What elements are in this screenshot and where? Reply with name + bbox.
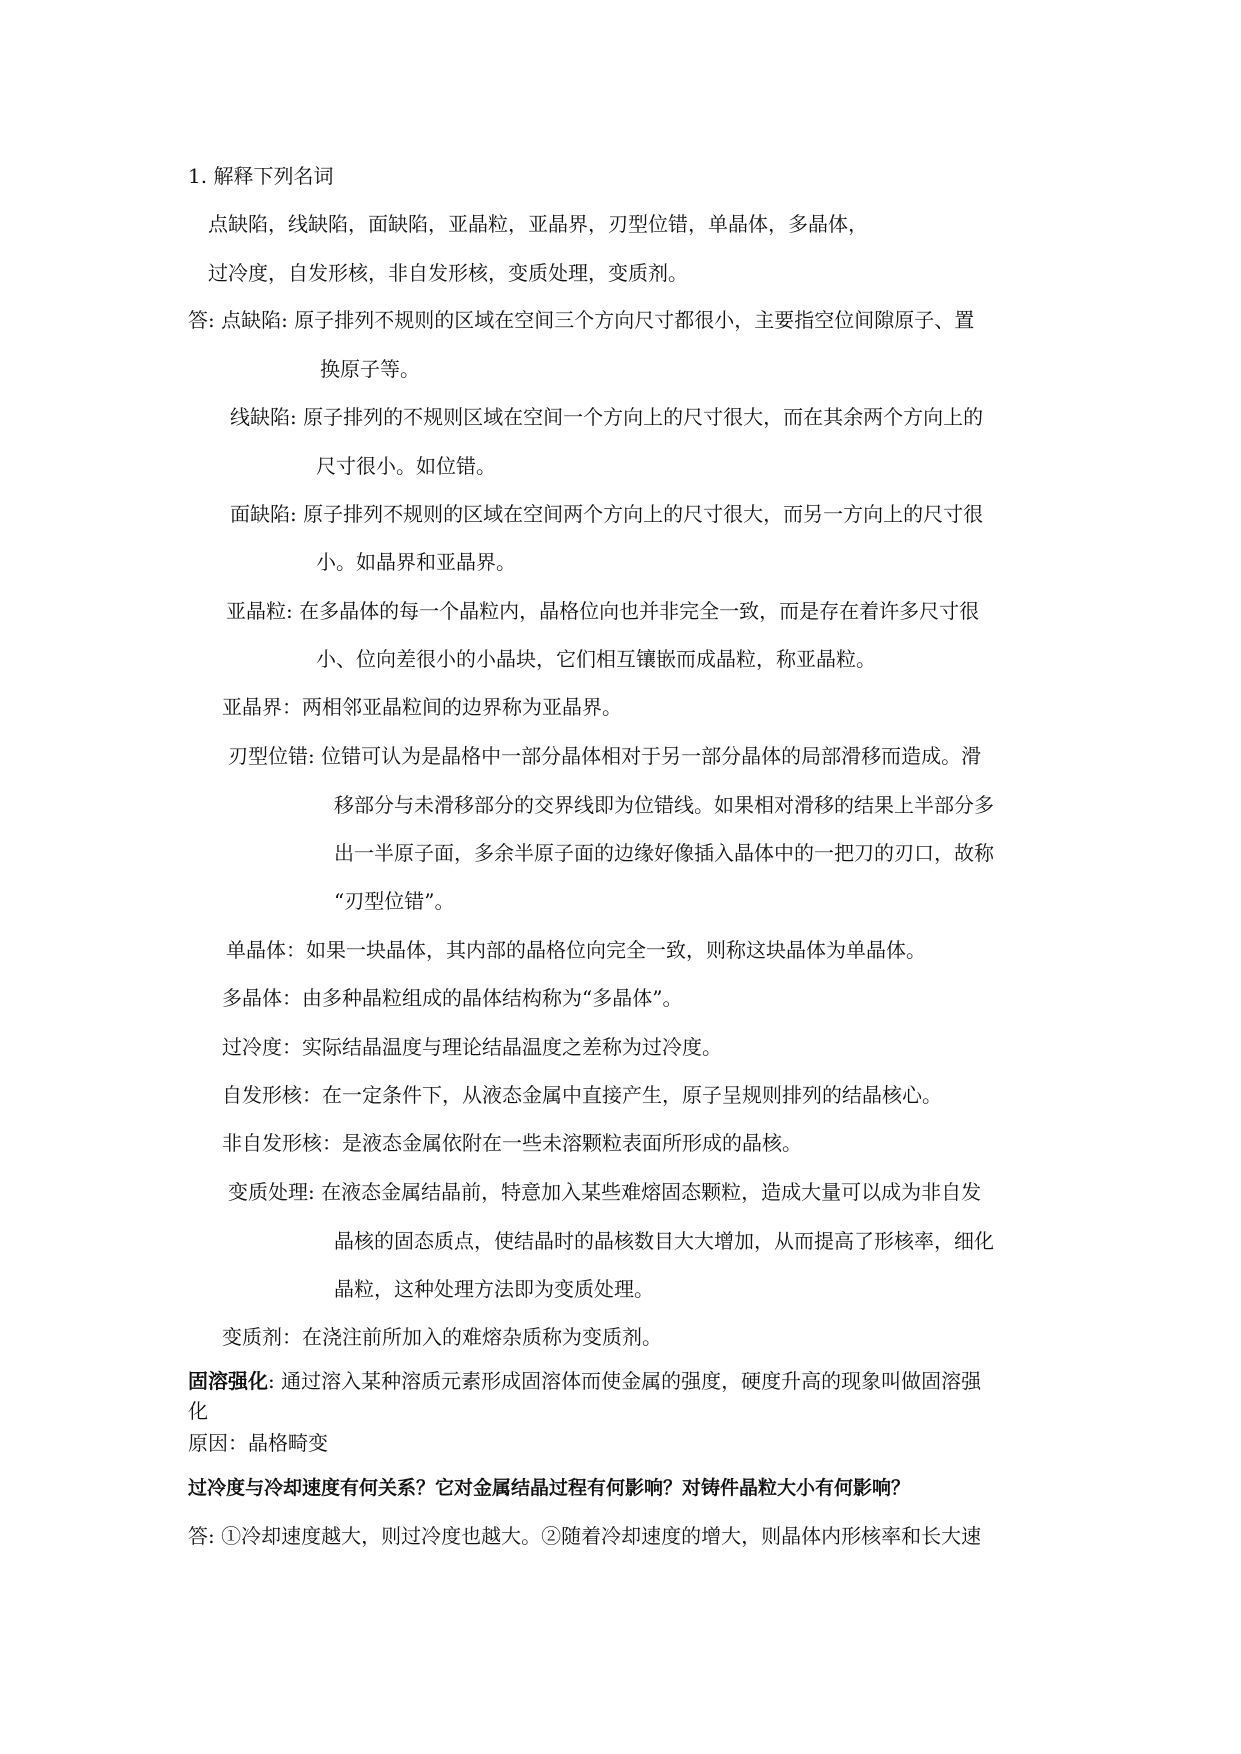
answer-modification-line-2: 晶核的固态质点，使结晶时的晶核数目大大增加，从而提高了形核率，细化 xyxy=(334,1229,994,1253)
answer-spontaneous-nucleation: 自发形核：在一定条件下，从液态金属中直接产生，原子呈规则排列的结晶核心。 xyxy=(222,1083,942,1107)
answer-undercooling: 过冷度：实际结晶温度与理论结晶温度之差称为过冷度。 xyxy=(222,1035,722,1059)
answer-line-defect-line-2: 尺寸很小。如位错。 xyxy=(316,454,496,478)
answer-point-defect-line-1: 答: 点缺陷: 原子排列不规则的区域在空间三个方向尺寸都很小，主要指空位间隙原子、置 xyxy=(188,308,975,332)
solid-solution-definition: : 通过溶入某种溶质元素形成固溶体而使金属的强度，硬度升高的现象叫做固溶强 xyxy=(268,1369,982,1393)
answer-modification-line-1: 变质处理: 在液态金属结晶前，特意加入某些难熔固态颗粒，造成大量可以成为非自发 xyxy=(228,1180,982,1204)
answer-subgrain-line-2: 小、位向差很小的小晶块，它们相互镶嵌而成晶粒，称亚晶粒。 xyxy=(316,647,876,671)
answer-subgrain-line-1: 亚晶粒: 在多晶体的每一个晶粒内，晶格位向也并非完全一致，而是存在着许多尺寸很 xyxy=(226,599,980,623)
solid-solution-term: 固溶强化 xyxy=(188,1369,268,1393)
answer-heterogeneous-nucleation: 非自发形核：是液态金属依附在一些未溶颗粒表面所形成的晶核。 xyxy=(222,1131,802,1155)
question-1-heading: 1. 解释下列名词 xyxy=(188,164,334,188)
answer-line-defect-line-1: 线缺陷: 原子排列的不规则区域在空间一个方向上的尺寸很大，而在其余两个方向上的 xyxy=(230,405,984,429)
answer-point-defect-line-2: 换原子等。 xyxy=(320,357,420,381)
solid-solution-reason: 原因：晶格畸变 xyxy=(188,1431,328,1455)
answer-subgrain-boundary: 亚晶界：两相邻亚晶粒间的边界称为亚晶界。 xyxy=(222,695,622,719)
answer-polycrystal: 多晶体：由多种晶粒组成的晶体结构称为“多晶体”。 xyxy=(222,986,683,1010)
answer-edge-dislocation-line-3: 出一半原子面，多余半原子面的边缘好像插入晶体中的一把刀的刃口，故称 xyxy=(334,841,994,865)
answer-modification-line-3: 晶粒，这种处理方法即为变质处理。 xyxy=(334,1277,654,1301)
question-2-answer-line-1: 答: ①冷却速度越大，则过冷度也越大。②随着冷却速度的增大，则晶体内形核率和长大速 xyxy=(188,1524,982,1548)
answer-edge-dislocation-line-4: “刃型位错”。 xyxy=(334,889,455,913)
answer-single-crystal: 单晶体：如果一块晶体，其内部的晶格位向完全一致，则称这块晶体为单晶体。 xyxy=(226,938,926,962)
answer-planar-defect-line-2: 小。如晶界和亚晶界。 xyxy=(316,550,516,574)
terms-list-line-1: 点缺陷，线缺陷，面缺陷，亚晶粒，亚晶界，刃型位错，单晶体，多晶体， xyxy=(208,212,868,236)
answer-modifier: 变质剂：在浇注前所加入的难熔杂质称为变质剂。 xyxy=(222,1325,662,1349)
terms-list-line-2: 过冷度，自发形核，非自发形核，变质处理，变质剂。 xyxy=(208,261,688,285)
solid-solution-strengthening-line-1 xyxy=(188,1367,981,1395)
answer-edge-dislocation-line-2: 移部分与未滑移部分的交界线即为位错线。如果相对滑移的结果上半部分多 xyxy=(334,793,994,817)
answer-edge-dislocation-line-1: 刃型位错: 位错可认为是晶格中一部分晶体相对于另一部分晶体的局部滑移而造成。滑 xyxy=(228,744,982,768)
answer-planar-defect-line-1: 面缺陷: 原子排列不规则的区域在空间两个方向上的尺寸很大，而另一方向上的尺寸很 xyxy=(230,502,984,526)
solid-solution-strengthening-line-2: 化 xyxy=(188,1399,208,1423)
question-2-heading: 过冷度与冷却速度有何关系？它对金属结晶过程有何影响？对铸件晶粒大小有何影响？ xyxy=(188,1477,911,1499)
